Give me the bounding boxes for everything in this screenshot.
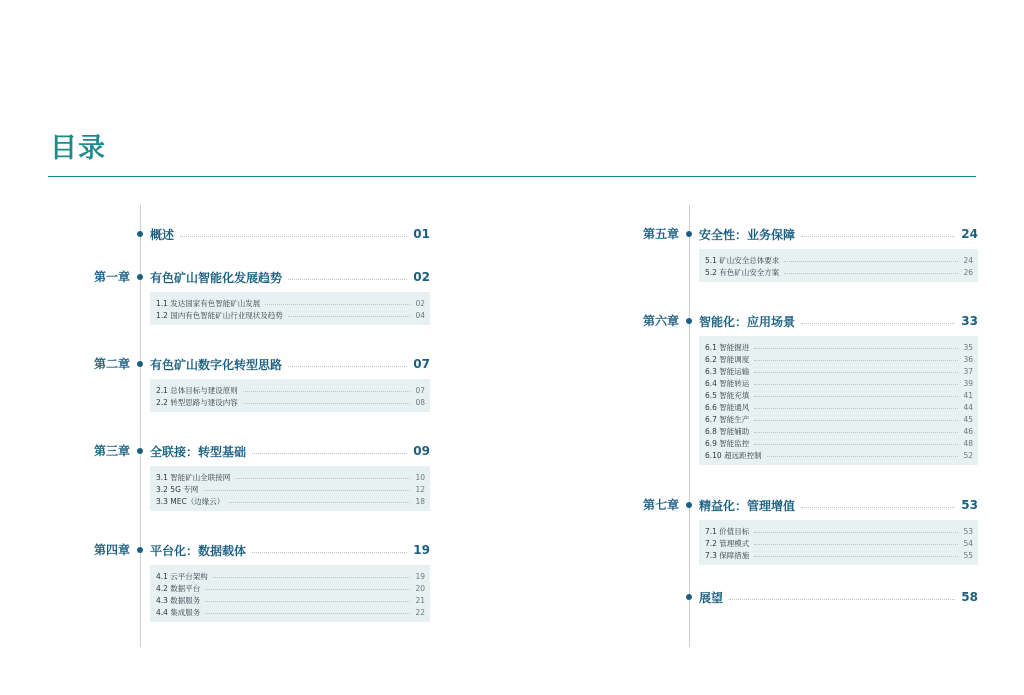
- subsection-box: [699, 336, 978, 465]
- page-title: 目录: [50, 133, 106, 164]
- subsection-title[interactable]: 5.1 矿山安全总体要求: [705, 255, 780, 265]
- section-title[interactable]: 平台化：数据载体: [150, 543, 247, 558]
- subsection-page: 44: [963, 402, 973, 412]
- subsection-row[interactable]: [705, 437, 973, 449]
- toc-right-column: [597, 205, 978, 647]
- subsection-title[interactable]: 4.4 集成服务: [156, 607, 201, 617]
- dot-leader: [754, 544, 958, 545]
- subsection-page: 52: [963, 450, 973, 460]
- chapter-label: 第四章: [93, 543, 130, 557]
- page-number: 07: [413, 357, 430, 371]
- subsection-title[interactable]: 4.2 数据平台: [156, 583, 201, 593]
- dot-leader: [754, 532, 958, 533]
- dot-leader: [754, 348, 958, 349]
- section-title[interactable]: 有色矿山数字化转型思路: [150, 357, 283, 372]
- subsection-row[interactable]: [156, 471, 425, 483]
- toc-section[interactable]: [48, 442, 430, 506]
- chapter-label: 第七章: [642, 498, 679, 512]
- subsection-page: 37: [963, 366, 973, 376]
- subsection-title[interactable]: 6.9 智能监控: [705, 438, 750, 448]
- subsection-title[interactable]: 4.3 数据服务: [156, 595, 201, 605]
- toc-section[interactable]: [48, 225, 430, 243]
- dot-leader: [754, 432, 958, 433]
- dot-leader: [252, 453, 407, 454]
- subsection-row[interactable]: [705, 389, 973, 401]
- bullet-dot: [686, 318, 692, 324]
- chapter-label: 第二章: [93, 357, 130, 371]
- subsection-page: 35: [963, 342, 973, 352]
- subsection-title[interactable]: 6.5 智能充填: [705, 390, 750, 400]
- page-number: 53: [961, 498, 978, 512]
- subsection-row[interactable]: [156, 384, 425, 396]
- subsection-row[interactable]: [705, 401, 973, 413]
- subsection-title[interactable]: 6.1 智能掘进: [705, 342, 750, 352]
- page-number: 33: [961, 314, 978, 328]
- subsection-page: 07: [415, 385, 425, 395]
- subsection-row[interactable]: [156, 570, 425, 582]
- subsection-title[interactable]: 7.2 管理模式: [705, 538, 750, 548]
- dot-leader: [754, 372, 958, 373]
- timeline-line: [689, 205, 690, 647]
- subsection-page: 04: [415, 310, 425, 320]
- subsection-row[interactable]: [705, 537, 973, 549]
- page-number: 24: [961, 227, 978, 241]
- subsection-page: 53: [963, 526, 973, 536]
- dot-leader: [203, 490, 410, 491]
- subsection-title[interactable]: 6.7 智能生产: [705, 414, 750, 424]
- bullet-dot: [686, 594, 692, 600]
- subsection-row[interactable]: [156, 582, 425, 594]
- page-number: 02: [413, 270, 430, 284]
- dot-leader: [243, 391, 411, 392]
- subsection-page: 18: [415, 496, 425, 506]
- subsection-page: 24: [963, 255, 973, 265]
- dot-leader: [288, 279, 407, 280]
- subsection-row[interactable]: [156, 483, 425, 495]
- dot-leader: [205, 589, 410, 590]
- dot-leader: [288, 366, 407, 367]
- dot-leader: [265, 304, 410, 305]
- section-title[interactable]: 展望: [699, 590, 724, 605]
- subsection-box: [699, 520, 978, 565]
- section-title[interactable]: 精益化：管理增值: [699, 498, 796, 513]
- subsection-title[interactable]: 6.6 智能通风: [705, 402, 750, 412]
- dot-leader: [205, 613, 410, 614]
- dot-leader: [754, 420, 958, 421]
- subsection-title[interactable]: 1.1 发达国家有色智能矿山发展: [156, 298, 261, 308]
- dot-leader: [229, 502, 410, 503]
- section-title[interactable]: 全联接：转型基础: [150, 444, 247, 459]
- dot-leader: [754, 384, 958, 385]
- dot-leader: [754, 444, 958, 445]
- dot-leader: [180, 236, 407, 237]
- page-number: 09: [413, 444, 430, 458]
- subsection-row[interactable]: [156, 606, 425, 618]
- subsection-page: 55: [963, 550, 973, 560]
- toc-left-column: [48, 205, 430, 647]
- toc-section[interactable]: [597, 588, 978, 606]
- toc-section[interactable]: [48, 541, 430, 617]
- dot-leader: [205, 601, 410, 602]
- subsection-title[interactable]: 6.10 超远距控制: [705, 450, 762, 460]
- bullet-dot: [137, 231, 143, 237]
- subsection-title[interactable]: 7.3 保障措施: [705, 550, 750, 560]
- subsection-row[interactable]: [705, 413, 973, 425]
- section-title[interactable]: 安全性：业务保障: [699, 227, 796, 242]
- bullet-dot: [137, 547, 143, 553]
- subsection-title[interactable]: 6.2 智能调度: [705, 354, 750, 364]
- subsection-page: 48: [963, 438, 973, 448]
- dot-leader: [754, 360, 958, 361]
- chapter-label: 第五章: [642, 227, 679, 241]
- subsection-title[interactable]: 1.2 国内有色智能矿山行业现状及趋势: [156, 310, 283, 320]
- subsection-page: 12: [415, 484, 425, 494]
- subsection-box: [150, 565, 430, 622]
- section-title[interactable]: 智能化：应用场景: [699, 314, 796, 329]
- subsection-title[interactable]: 3.2 5G 专网: [156, 484, 199, 494]
- dot-leader: [729, 599, 955, 600]
- dot-leader: [754, 556, 958, 557]
- page-number: 58: [961, 590, 978, 604]
- subsection-row[interactable]: [705, 341, 973, 353]
- dot-leader: [235, 478, 410, 479]
- subsection-page: 26: [963, 267, 973, 277]
- subsection-page: 46: [963, 426, 973, 436]
- subsection-title[interactable]: 3.1 智能矿山全联接网: [156, 472, 231, 482]
- subsection-title[interactable]: 6.8 智能辅助: [705, 426, 750, 436]
- subsection-row[interactable]: [156, 309, 425, 321]
- subsection-title[interactable]: 3.3 MEC（边缘云）: [156, 496, 225, 506]
- subsection-row[interactable]: [705, 549, 973, 561]
- subsection-box: [150, 379, 430, 412]
- subsection-page: 02: [415, 298, 425, 308]
- section-title[interactable]: 有色矿山智能化发展趋势: [150, 270, 283, 285]
- page-number: 19: [413, 543, 430, 557]
- page-number: 01: [413, 227, 430, 241]
- bullet-dot: [137, 361, 143, 367]
- subsection-row[interactable]: [705, 353, 973, 365]
- dot-leader: [243, 403, 411, 404]
- dot-leader: [213, 577, 411, 578]
- dot-leader: [288, 316, 411, 317]
- dot-leader: [754, 408, 958, 409]
- section-title[interactable]: 概述: [150, 227, 175, 242]
- subsection-box: [699, 249, 978, 282]
- dot-leader: [801, 507, 955, 508]
- dot-leader: [801, 236, 955, 237]
- toc-section[interactable]: [597, 312, 978, 460]
- subsection-box: [150, 466, 430, 511]
- subsection-page: 19: [415, 571, 425, 581]
- subsection-title[interactable]: 6.4 智能转运: [705, 378, 750, 388]
- dot-leader: [801, 323, 955, 324]
- chapter-label: 第一章: [93, 270, 130, 284]
- subsection-title[interactable]: 5.2 有色矿山安全方案: [705, 267, 780, 277]
- bullet-dot: [686, 231, 692, 237]
- subsection-title[interactable]: 7.1 价值目标: [705, 526, 750, 536]
- subsection-row[interactable]: [705, 525, 973, 537]
- subsection-row[interactable]: [156, 396, 425, 408]
- chapter-label: 第三章: [93, 444, 130, 458]
- subsection-row[interactable]: [705, 449, 973, 461]
- subsection-page: 54: [963, 538, 973, 548]
- subsection-row[interactable]: [156, 594, 425, 606]
- subsection-page: 20: [415, 583, 425, 593]
- subsection-page: 10: [415, 472, 425, 482]
- subsection-title[interactable]: 2.1 总体目标与建设原则: [156, 385, 238, 395]
- dot-leader: [252, 552, 407, 553]
- subsection-box: [150, 292, 430, 325]
- subsection-page: 41: [963, 390, 973, 400]
- subsection-row[interactable]: [705, 254, 973, 266]
- title-divider: [48, 176, 976, 177]
- subsection-page: 36: [963, 354, 973, 364]
- bullet-dot: [686, 502, 692, 508]
- subsection-page: 39: [963, 378, 973, 388]
- subsection-row[interactable]: [705, 266, 973, 278]
- chapter-label: 第六章: [642, 314, 679, 328]
- subsection-page: 22: [415, 607, 425, 617]
- subsection-title[interactable]: 4.1 云平台架构: [156, 571, 208, 581]
- subsection-title[interactable]: 2.2 转型思路与建设内容: [156, 397, 238, 407]
- toc-section[interactable]: [48, 355, 430, 407]
- dot-leader: [784, 261, 958, 262]
- subsection-row[interactable]: [705, 377, 973, 389]
- toc-section[interactable]: [597, 225, 978, 277]
- subsection-row[interactable]: [156, 495, 425, 507]
- subsection-page: 21: [415, 595, 425, 605]
- toc-section[interactable]: [48, 268, 430, 320]
- toc-section[interactable]: [597, 496, 978, 560]
- subsection-page: 08: [415, 397, 425, 407]
- subsection-row[interactable]: [705, 365, 973, 377]
- subsection-title[interactable]: 6.3 智能运输: [705, 366, 750, 376]
- dot-leader: [784, 273, 958, 274]
- subsection-row[interactable]: [156, 297, 425, 309]
- bullet-dot: [137, 448, 143, 454]
- subsection-page: 45: [963, 414, 973, 424]
- bullet-dot: [137, 274, 143, 280]
- subsection-row[interactable]: [705, 425, 973, 437]
- dot-leader: [767, 456, 959, 457]
- dot-leader: [754, 396, 958, 397]
